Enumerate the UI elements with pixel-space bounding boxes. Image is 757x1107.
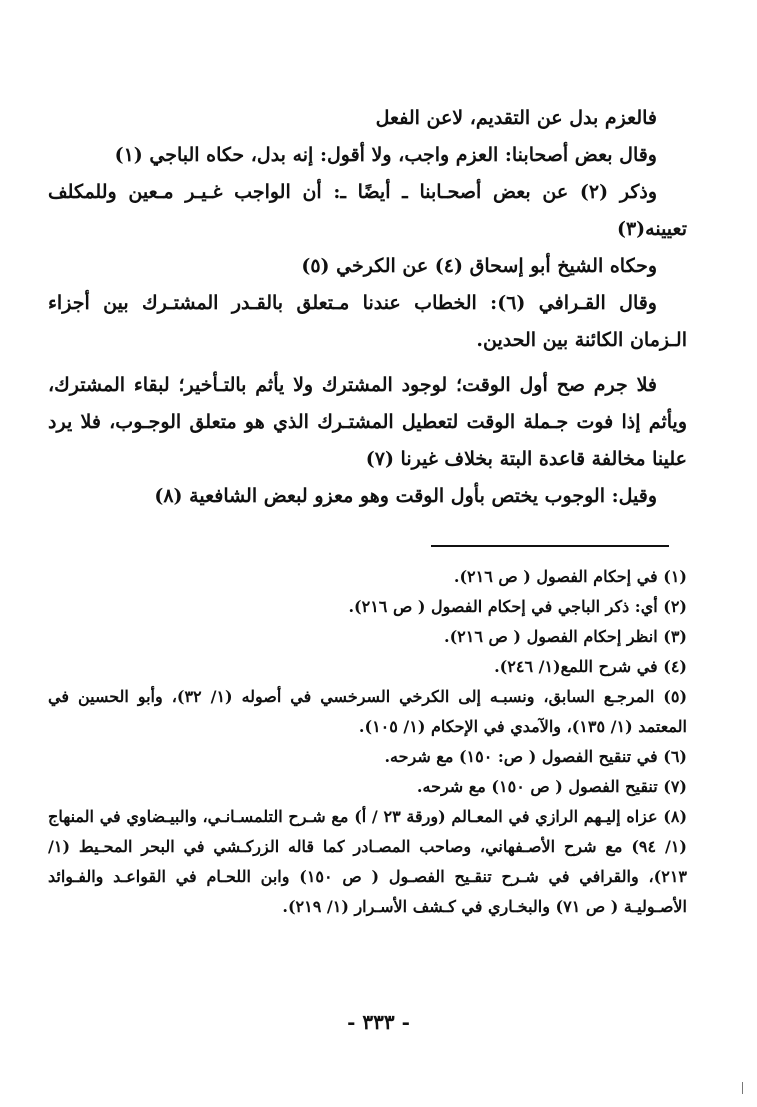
paragraph-5: وقال القـرافي (٦): الخطاب عندنا مـتعلق بالقـدر المشتـرك بين أجزاء الـزمان الكائنة بين الحدين.: [48, 292, 687, 351]
footnote-1: (١) في إحكام الفصول ( ص ٢١٦).: [453, 567, 687, 586]
footnote-3: (٣) انظر إحكام الفصول ( ص ٢١٦).: [444, 627, 687, 646]
main-text-body: [48, 100, 687, 515]
footnote-4: (٤) في شرح اللمع(١/ ٢٤٦).: [494, 657, 687, 676]
paragraph-2: وقال بعض أصحابنا: العزم واجب، ولا أقول: إنه بدل، حكاه الباجي (١): [114, 144, 657, 166]
footnote-8: (٨) عزاه إليـهم الرازي في المعـالم (ورقة ٢٣ / أ) مع شـرح التلمسـانـي، والبيـضاوي في المنهاج (١/ ٩٤) مع شرح الأصـفهاني، وصاحب المصـادر كما قاله الزركـشي في البحر المحـيط (١/ ٢١٣)، والقرافي في شـرح تنقـيح الفصـول ( ص ١٥٠) وابن اللحـام في القواعـد والفـوائد الأصـوليـة ( ص ٧١) والبخـاري في كـشف الأسـرار (١/ ٢١٩).: [48, 807, 688, 916]
page-edge-mark: [742, 1082, 743, 1094]
footnote-6: (٦) في تنقيح الفصول ( ص: ١٥٠) مع شرحه.: [384, 747, 687, 766]
footnote-5: (٥) المرجـع السابق، ونسبـه إلى الكرخي السرخسي في أصوله (١/ ٣٢)، وأبو الحسين في المعتمد (١/ ١٣٥)، والآمدي في الإحكام (١/ ١٠٥).: [48, 687, 688, 736]
footnote-2: (٢) أي: ذكر الباجي في إحكام الفصول ( ص ٢١٦).: [348, 597, 687, 616]
paragraph-4: وحكاه الشيخ أبو إسحاق (٤) عن الكرخي (٥): [301, 255, 657, 277]
paragraph-3: وذكر (٢) عن بعض أصحـابنا ـ أيضًا ـ: أن الواجب غـيـر مـعين وللمكلف تعيينه(٣): [48, 181, 687, 240]
paragraph-1: فالعزم بدل عن التقديم، لاعن الفعل: [375, 107, 657, 129]
footnote-7: (٧) تنقيح الفصول ( ص ١٥٠) مع شرحه.: [416, 777, 687, 796]
paragraph-6: فلا جرم صح أول الوقت؛ لوجود المشترك ولا يأثم بالتـأخير؛ لبقاء المشترك، ويأثم إذا فوت جـملة الوقت لتعطيل المشتـرك الذي هو متعلق الوجـوب، فلا يرد علينا مخالفة قاعدة البتة بخلاف غيرنا (٧): [48, 374, 687, 470]
paragraph-7: وقيل: الوجوب يختص بأول الوقت وهو معزو لبعض الشافعية (٨): [154, 485, 657, 507]
page-number: - ٣٣٣ -: [347, 1010, 410, 1034]
footnote-separator: [431, 545, 669, 547]
footnotes: [48, 562, 687, 922]
